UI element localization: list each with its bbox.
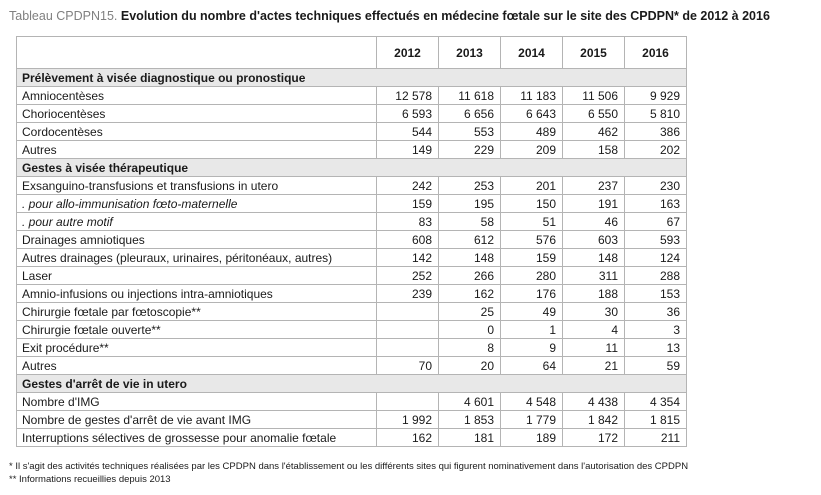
row-label: Amnio-infusions ou injections intra-amniotiques bbox=[17, 285, 377, 303]
row-value: 148 bbox=[439, 249, 501, 267]
table-row bbox=[17, 123, 687, 141]
table-row bbox=[17, 177, 687, 195]
row-label: Amniocentèses bbox=[17, 87, 377, 105]
row-value: 1 992 bbox=[377, 411, 439, 429]
row-value: 1 bbox=[501, 321, 563, 339]
row-value: 1 842 bbox=[563, 411, 625, 429]
row-value: 11 bbox=[563, 339, 625, 357]
table-row bbox=[17, 87, 687, 105]
row-value: 230 bbox=[625, 177, 687, 195]
row-value: 11 506 bbox=[563, 87, 625, 105]
table-row bbox=[17, 231, 687, 249]
row-value: 30 bbox=[563, 303, 625, 321]
row-label: Nombre de gestes d'arrêt de vie avant IMG bbox=[17, 411, 377, 429]
row-value: 124 bbox=[625, 249, 687, 267]
section-header-row bbox=[17, 159, 687, 177]
table-row bbox=[17, 303, 687, 321]
row-value: 242 bbox=[377, 177, 439, 195]
row-value: 593 bbox=[625, 231, 687, 249]
row-value: 64 bbox=[501, 357, 563, 375]
row-value: 288 bbox=[625, 267, 687, 285]
row-value: 4 bbox=[563, 321, 625, 339]
row-value: 25 bbox=[439, 303, 501, 321]
year-header: 2016 bbox=[625, 37, 687, 69]
row-value: 252 bbox=[377, 267, 439, 285]
row-value: 201 bbox=[501, 177, 563, 195]
row-value: 462 bbox=[563, 123, 625, 141]
row-label: . pour autre motif bbox=[17, 213, 377, 231]
row-value: 150 bbox=[501, 195, 563, 213]
row-value: 67 bbox=[625, 213, 687, 231]
section-header-row bbox=[17, 69, 687, 87]
section-header-row bbox=[17, 375, 687, 393]
row-value: 612 bbox=[439, 231, 501, 249]
row-value: 172 bbox=[563, 429, 625, 447]
table-row bbox=[17, 213, 687, 231]
row-value: 6 593 bbox=[377, 105, 439, 123]
row-value: 544 bbox=[377, 123, 439, 141]
header-row bbox=[17, 37, 687, 69]
table-row bbox=[17, 267, 687, 285]
year-header: 2015 bbox=[563, 37, 625, 69]
row-label: Exit procédure** bbox=[17, 339, 377, 357]
table-row bbox=[17, 321, 687, 339]
row-value: 148 bbox=[563, 249, 625, 267]
row-value: 3 bbox=[625, 321, 687, 339]
table-row bbox=[17, 141, 687, 159]
row-value: 4 601 bbox=[439, 393, 501, 411]
row-value: 4 548 bbox=[501, 393, 563, 411]
row-label: Interruptions sélectives de grossesse pour anomalie fœtale bbox=[17, 429, 377, 447]
row-value: 8 bbox=[439, 339, 501, 357]
row-value: 1 815 bbox=[625, 411, 687, 429]
row-value: 159 bbox=[377, 195, 439, 213]
row-value: 489 bbox=[501, 123, 563, 141]
table-title: Evolution du nombre d'actes techniques effectués en médecine fœtale sur le site des CPDPN* de 2012 à 2016 bbox=[120, 9, 770, 23]
row-value: 11 618 bbox=[439, 87, 501, 105]
row-value: 12 578 bbox=[377, 87, 439, 105]
row-value bbox=[377, 339, 439, 357]
section-title: Gestes d'arrêt de vie in utero bbox=[17, 375, 687, 393]
row-label: Laser bbox=[17, 267, 377, 285]
row-value: 9 929 bbox=[625, 87, 687, 105]
row-value: 176 bbox=[501, 285, 563, 303]
row-value: 83 bbox=[377, 213, 439, 231]
row-value: 253 bbox=[439, 177, 501, 195]
row-value: 11 183 bbox=[501, 87, 563, 105]
footnotes bbox=[9, 460, 688, 486]
row-value bbox=[377, 303, 439, 321]
row-label: Drainages amniotiques bbox=[17, 231, 377, 249]
row-value: 603 bbox=[563, 231, 625, 249]
year-header: 2013 bbox=[439, 37, 501, 69]
row-value bbox=[377, 393, 439, 411]
row-value: 58 bbox=[439, 213, 501, 231]
row-label: Autres drainages (pleuraux, urinaires, péritonéaux, autres) bbox=[17, 249, 377, 267]
table-row bbox=[17, 249, 687, 267]
row-value: 59 bbox=[625, 357, 687, 375]
row-value: 189 bbox=[501, 429, 563, 447]
row-value: 202 bbox=[625, 141, 687, 159]
row-value: 162 bbox=[439, 285, 501, 303]
row-label: Choriocentèses bbox=[17, 105, 377, 123]
row-value: 9 bbox=[501, 339, 563, 357]
table-row bbox=[17, 195, 687, 213]
year-header: 2014 bbox=[501, 37, 563, 69]
row-value: 4 354 bbox=[625, 393, 687, 411]
row-value: 163 bbox=[625, 195, 687, 213]
row-value: 209 bbox=[501, 141, 563, 159]
footnote-2: ** Informations recueillies depuis 2013 bbox=[9, 474, 171, 485]
acts-table bbox=[16, 36, 687, 447]
row-value: 6 550 bbox=[563, 105, 625, 123]
row-value bbox=[377, 321, 439, 339]
row-value: 36 bbox=[625, 303, 687, 321]
row-value: 162 bbox=[377, 429, 439, 447]
row-label: Exsanguino-transfusions et transfusions in utero bbox=[17, 177, 377, 195]
table-row bbox=[17, 393, 687, 411]
table-row bbox=[17, 357, 687, 375]
row-value: 13 bbox=[625, 339, 687, 357]
footnote-1: * Il s'agit des activités techniques réalisées par les CPDPN dans l'établissement ou les différents sites qui figurent nominativement dans l'autorisation des CPDPN bbox=[9, 461, 689, 472]
row-value: 576 bbox=[501, 231, 563, 249]
row-value: 49 bbox=[501, 303, 563, 321]
row-value: 211 bbox=[625, 429, 687, 447]
row-value: 159 bbox=[501, 249, 563, 267]
row-value: 239 bbox=[377, 285, 439, 303]
row-label: Chirurgie fœtale ouverte** bbox=[17, 321, 377, 339]
row-value: 21 bbox=[563, 357, 625, 375]
row-value: 311 bbox=[563, 267, 625, 285]
row-label: Autres bbox=[17, 357, 377, 375]
row-value: 70 bbox=[377, 357, 439, 375]
row-value: 229 bbox=[439, 141, 501, 159]
table-row bbox=[17, 429, 687, 447]
table-row bbox=[17, 339, 687, 357]
row-value: 608 bbox=[377, 231, 439, 249]
section-title: Prélèvement à visée diagnostique ou pronostique bbox=[17, 69, 687, 87]
table-row bbox=[17, 105, 687, 123]
year-header: 2012 bbox=[377, 37, 439, 69]
row-label: Autres bbox=[17, 141, 377, 159]
row-value: 20 bbox=[439, 357, 501, 375]
row-value: 181 bbox=[439, 429, 501, 447]
row-value: 191 bbox=[563, 195, 625, 213]
section-title: Gestes à visée thérapeutique bbox=[17, 159, 687, 177]
table-caption bbox=[9, 9, 770, 23]
table-row bbox=[17, 411, 687, 429]
row-label: . pour allo-immunisation fœto-maternelle bbox=[17, 195, 377, 213]
row-value: 46 bbox=[563, 213, 625, 231]
header-corner bbox=[17, 37, 377, 69]
table-body bbox=[17, 69, 687, 447]
row-value: 51 bbox=[501, 213, 563, 231]
table-number: Tableau CPDPN15. bbox=[9, 9, 118, 23]
row-label: Chirurgie fœtale par fœtoscopie** bbox=[17, 303, 377, 321]
row-value: 1 853 bbox=[439, 411, 501, 429]
row-value: 6 656 bbox=[439, 105, 501, 123]
row-value: 188 bbox=[563, 285, 625, 303]
row-value: 142 bbox=[377, 249, 439, 267]
row-value: 158 bbox=[563, 141, 625, 159]
row-value: 4 438 bbox=[563, 393, 625, 411]
row-value: 149 bbox=[377, 141, 439, 159]
row-label: Cordocentèses bbox=[17, 123, 377, 141]
row-value: 237 bbox=[563, 177, 625, 195]
row-value: 5 810 bbox=[625, 105, 687, 123]
row-value: 195 bbox=[439, 195, 501, 213]
row-value: 6 643 bbox=[501, 105, 563, 123]
row-value: 553 bbox=[439, 123, 501, 141]
row-value: 1 779 bbox=[501, 411, 563, 429]
row-value: 266 bbox=[439, 267, 501, 285]
row-value: 280 bbox=[501, 267, 563, 285]
row-value: 0 bbox=[439, 321, 501, 339]
row-value: 386 bbox=[625, 123, 687, 141]
row-label: Nombre d'IMG bbox=[17, 393, 377, 411]
row-value: 153 bbox=[625, 285, 687, 303]
table-row bbox=[17, 285, 687, 303]
